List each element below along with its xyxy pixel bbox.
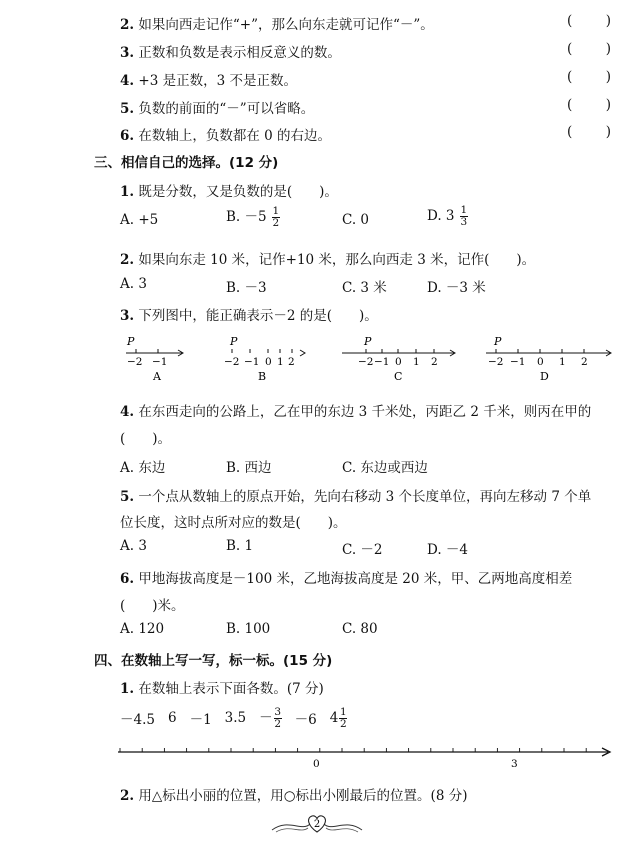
figure-b[interactable] [220,334,310,384]
svg-text:1: 1 [413,356,420,368]
svg-text:B: B [258,370,267,383]
question-text: 下列图中，能正确表示－2 的是( )。 [138,308,378,324]
question-text-cont: 位长度，这时点所对应的数是( )。 [120,515,347,531]
option-d[interactable]: D. －4 [427,542,469,558]
svg-text:0: 0 [265,356,272,368]
question-4-2: 2. 用△标出小丽的位置，用○标出小刚最后的位置。(8 分) [120,788,468,804]
question-text: 如果向东走 10 米，记作+10 米，那么向西走 3 米，记作( )。 [138,252,536,268]
option-c[interactable]: C. 80 [342,621,378,637]
tf-item-4 [120,69,297,89]
option-c[interactable]: C. 3 米 [342,280,387,296]
question-text: 既是分数，又是负数的是( )。 [138,184,338,200]
option-a[interactable]: A. 东边 [120,460,166,476]
item-number: 3. [120,45,135,61]
option-c[interactable]: C. 东边或西边 [342,460,428,476]
svg-text:2: 2 [288,356,295,368]
question-text-cont: ( )。 [120,431,172,447]
svg-text:A: A [153,370,161,383]
svg-text:P: P [230,335,238,348]
question-3-2: 2. 如果向东走 10 米，记作+10 米，那么向西走 3 米，记作( )。 [120,252,536,268]
option-d[interactable]: D. －3 米 [427,280,486,296]
svg-text:0: 0 [395,356,402,368]
svg-text:−2: −2 [488,356,504,368]
number: －4.5 [120,712,155,728]
figure-a[interactable] [118,334,198,384]
svg-text:−2: −2 [127,356,143,368]
question-text-cont: ( )米。 [120,598,185,614]
answer-blank[interactable]: ( ) [567,41,611,57]
question-text: 在东西走向的公路上，乙在甲的东边 3 千米处，丙距乙 2 千米，则丙在甲的 [138,404,592,420]
item-text: 在数轴上，负数都在 0 的右边。 [138,128,332,144]
svg-text:P: P [494,335,502,348]
tf-item-5 [120,97,314,117]
item-number: 4. [120,73,135,89]
section-4-title: 四、在数轴上写一写，标一标。(15 分) [94,653,333,669]
question-3-6: 6. 甲地海拔高度是－100 米，乙地海拔高度是 20 米，甲、乙两地高度相差 [120,571,573,587]
item-text: 正数和负数是表示相反意义的数。 [138,45,341,61]
axis-three-label: 3 [511,758,518,770]
option-b[interactable]: B. 西边 [226,460,272,476]
number: －6 [294,712,317,728]
option-d[interactable]: D. 3 $\frac{1}{3}$ [427,204,468,228]
tf-item-2 [120,13,434,33]
option-a[interactable]: A. 3 [120,276,147,292]
option-b[interactable]: B. 100 [226,621,271,637]
item-number: 6. [120,128,135,144]
question-3-3: 3. 下列图中，能正确表示－2 的是( )。 [120,308,378,324]
svg-text:−1: −1 [510,356,526,368]
svg-text:2: 2 [581,356,588,368]
question-3-5: 5. 一个点从数轴上的原点开始，先向右移动 3 个长度单位，再向左移动 7 个单 [120,489,592,505]
svg-text:2: 2 [431,356,438,368]
question-3-4: 4. 在东西走向的公路上，乙在甲的东边 3 千米处，丙距乙 2 千米，则丙在甲的 [120,404,592,420]
number: 3.5 [224,710,247,726]
svg-text:−2: −2 [224,356,240,368]
option-c[interactable]: C. －2 [342,542,383,558]
axis-zero-label: 0 [313,758,320,770]
option-b[interactable]: B. －3 [226,280,267,296]
item-number: 2. [120,17,135,33]
fraction: $\frac{1}{3}$ [460,204,468,228]
svg-text:P: P [364,335,372,348]
tf-item-3 [120,41,341,61]
answer-blank[interactable]: ( ) [567,69,611,85]
svg-text:−1: −1 [374,356,390,368]
svg-text:0: 0 [537,356,544,368]
section-3-title: 三、相信自己的选择。(12 分) [94,155,279,171]
answer-blank[interactable]: ( ) [567,124,611,140]
svg-text:1: 1 [559,356,566,368]
tf-item-6 [120,124,331,144]
item-text: 如果向西走记作“+”，那么向东走就可记作“－”。 [138,17,434,33]
option-c[interactable]: C. 0 [342,212,370,228]
page-number-ornament [268,810,366,836]
svg-text:P: P [127,335,135,348]
item-text: +3 是正数，3 不是正数。 [138,73,297,89]
blank-number-line[interactable] [116,742,616,776]
question-text: 用△标出小丽的位置，用○标出小刚最后的位置。(8 分) [138,788,468,804]
question-4-1: 1. 在数轴上表示下面各数。(7 分) [120,681,324,697]
number: －1 [189,712,212,728]
question-text: 在数轴上表示下面各数。(7 分) [138,681,324,697]
figure-c[interactable] [338,334,462,384]
svg-text:1: 1 [277,356,284,368]
number: － $\frac{3}{2}$ [259,706,281,730]
svg-text:−2: −2 [358,356,374,368]
svg-text:−1: −1 [152,356,168,368]
fraction: $\frac{1}{2}$ [272,205,280,229]
svg-text:D: D [540,370,549,383]
answer-blank[interactable]: ( ) [567,97,611,113]
svg-text:−1: −1 [244,356,260,368]
question-3-1: 1. 既是分数，又是负数的是( )。 [120,184,338,200]
question-text: 一个点从数轴上的原点开始，先向右移动 3 个长度单位，再向左移动 7 个单 [138,489,592,505]
option-b[interactable]: B. －5 $\frac{1}{2}$ [226,205,280,229]
option-b[interactable]: B. 1 [226,538,254,554]
item-number: 5. [120,101,135,117]
question-text: 甲地海拔高度是－100 米，乙地海拔高度是 20 米，甲、乙两地高度相差 [138,571,573,587]
figure-d[interactable] [482,334,616,384]
item-text: 负数的前面的“－”可以省略。 [138,101,315,117]
option-a[interactable]: A. 3 [120,538,147,554]
answer-blank[interactable]: ( ) [567,13,611,29]
number: 4 $\frac{1}{2}$ [329,705,347,730]
page-number: 2 [313,819,321,830]
number: 6 [167,710,177,726]
option-a[interactable]: A. 120 [120,621,165,637]
option-a[interactable]: A. +5 [120,212,159,228]
svg-text:C: C [394,370,403,383]
numbers-to-plot [120,706,347,730]
